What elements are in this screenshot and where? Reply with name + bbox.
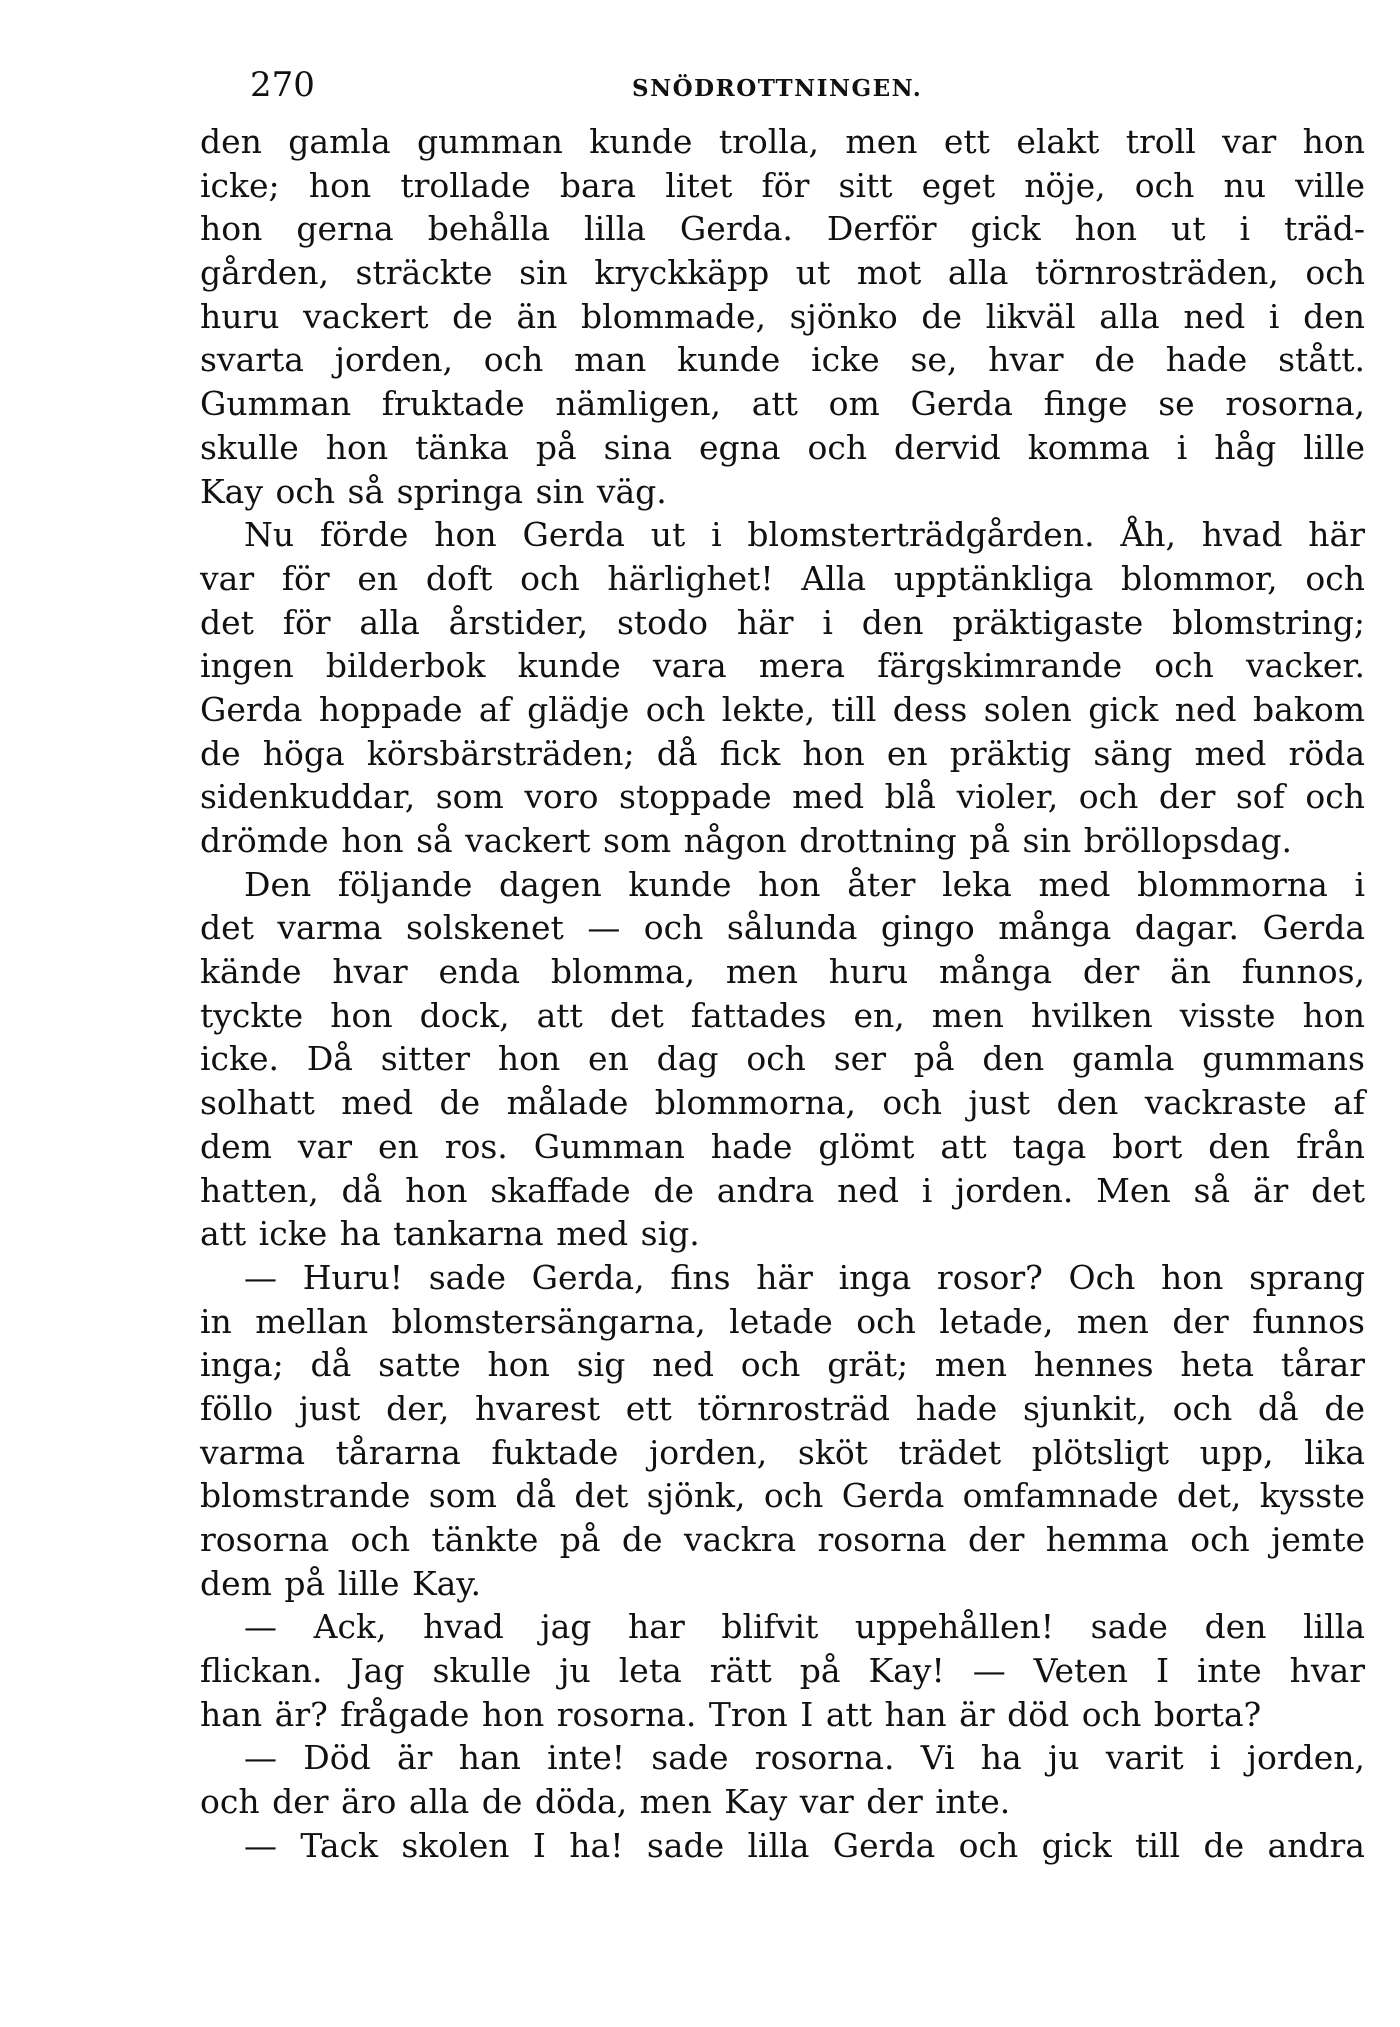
text-line: skulle hon tänka på sina egna och dervid komma i håg lille	[200, 427, 1365, 467]
text-line: det varma solskenet — och sålunda gingo många dagar. Gerda	[200, 908, 1365, 948]
text-line: — Huru! sade Gerda, fins här inga rosor? Och hon sprang	[244, 1257, 1365, 1297]
text-line: sidenkuddar, som voro stoppade med blå violer, och der sof och	[200, 777, 1365, 817]
page-number: 270	[250, 65, 315, 105]
text-line: — Tack skolen I ha! sade lilla Gerda och gick till de andra	[244, 1825, 1365, 1865]
text-line: flickan. Jag skulle ju leta rätt på Kay! — Veten I inte hvar	[200, 1651, 1365, 1691]
text-line: det för alla årstider, stodo här i den präktigaste blomstring;	[200, 602, 1365, 642]
text-line: inga; då satte hon sig ned och grät; men hennes heta tårar	[200, 1345, 1365, 1385]
text-line: dem på lille Kay.	[200, 1563, 482, 1603]
text-line: föllo just der, hvarest ett törnrosträd hade sjunkit, och då de	[200, 1388, 1365, 1428]
text-line: han är? frågade hon rosorna. Tron I att han är död och borta?	[200, 1694, 1262, 1734]
text-line: tyckte hon dock, att det fattades en, men hvilken visste hon	[200, 995, 1365, 1035]
text-line: varma tårarna fuktade jorden, sköt trädet plötsligt upp, lika	[200, 1432, 1365, 1472]
text-line: — Ack, hvad jag har blifvit uppehållen! sade den lilla	[244, 1607, 1365, 1647]
text-line: Gumman fruktade nämligen, att om Gerda finge se rosorna,	[200, 384, 1365, 424]
text-line: hon gerna behålla lilla Gerda. Derför gick hon ut i träd-	[200, 209, 1365, 249]
text-line: den gamla gumman kunde trolla, men ett elakt troll var hon	[200, 122, 1365, 161]
text-line: och der äro alla de döda, men Kay var der inte.	[200, 1782, 1011, 1822]
text-line: de höga körsbärsträden; då fick hon en präktig säng med röda	[200, 733, 1365, 773]
text-line: svarta jorden, och man kunde icke se, hvar de hade stått.	[200, 340, 1365, 380]
text-line: Gerda hoppade af glädje och lekte, till dess solen gick ned bakom	[200, 689, 1365, 729]
text-line: icke; hon trollade bara litet för sitt eget nöje, och nu ville	[200, 165, 1365, 205]
text-line: solhatt med de målade blommorna, och just den vackraste af	[200, 1083, 1365, 1123]
text-line: — Död är han inte! sade rosorna. Vi ha ju varit i jorden,	[244, 1738, 1365, 1778]
text-line: in mellan blomstersängarna, letade och letade, men der funnos	[200, 1301, 1365, 1341]
text-line: Den följande dagen kunde hon åter leka med blommorna i	[244, 864, 1365, 904]
text-line: hatten, då hon skaffade de andra ned i jorden. Men så är det	[200, 1170, 1365, 1210]
text-line: Kay och så springa sin väg.	[200, 471, 667, 511]
text-line: huru vackert de än blommade, sjönko de likväl alla ned i den	[200, 296, 1365, 336]
text-line: kände hvar enda blomma, men huru många der än funnos,	[200, 952, 1365, 992]
text-line: rosorna och tänkte på de vackra rosorna der hemma och jemte	[200, 1520, 1365, 1559]
text-line: drömde hon så vackert som någon drottning på sin bröllopsdag.	[200, 821, 1292, 860]
running-title: SNÖDROTTNINGEN.	[632, 75, 923, 102]
text-line: Nu förde hon Gerda ut i blomsterträdgården. Åh, hvad här	[244, 515, 1365, 555]
text-line: att icke ha tankarna med sig.	[200, 1214, 700, 1254]
body-text	[200, 120, 1365, 1868]
running-head	[200, 60, 1370, 110]
text-line: ingen bilderbok kunde vara mera färgskimrande och vacker.	[200, 646, 1365, 686]
text-line: dem var en ros. Gumman hade glömt att taga bort den från	[200, 1126, 1365, 1166]
text-line: var för en doft och härlighet! Alla upptänkliga blommor, och	[200, 558, 1365, 598]
text-line: gården, sträckte sin kryckkäpp ut mot alla törnrosträden, och	[200, 253, 1365, 293]
text-line: blomstrande som då det sjönk, och Gerda omfamnade det, kysste	[200, 1476, 1365, 1516]
text-line: icke. Då sitter hon en dag och ser på den gamla gummans	[200, 1039, 1365, 1079]
